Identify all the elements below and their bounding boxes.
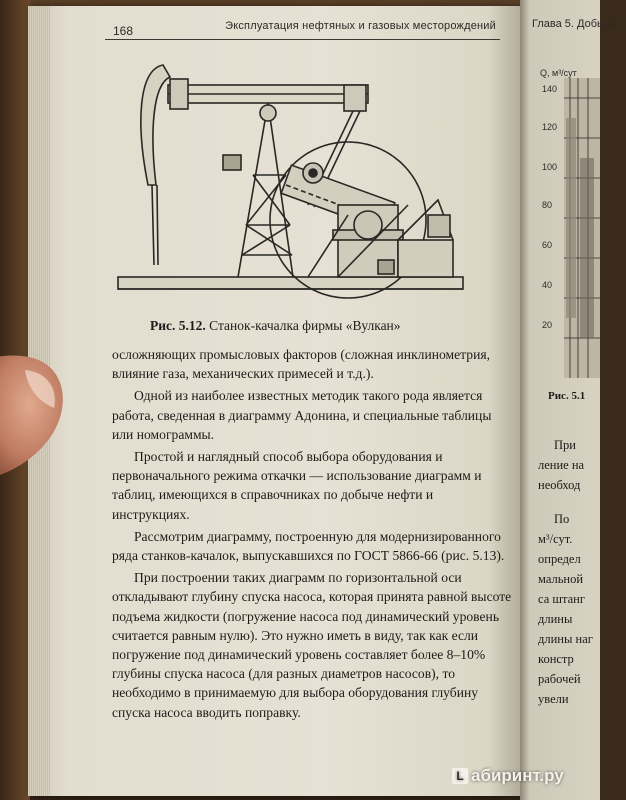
pumpjack-illustration <box>108 55 478 305</box>
right-y-axis-label: Q, м³/сут <box>540 68 577 78</box>
page-number: 168 <box>113 24 134 38</box>
right-tick: 40 <box>542 280 553 290</box>
right-text-line: При <box>554 438 576 452</box>
body-text <box>112 345 512 722</box>
right-tick: 20 <box>542 320 553 330</box>
running-head: Эксплуатация нефтяных и газовых месторождений <box>225 20 496 32</box>
paragraph: Простой и наглядный способ выбора оборудования и первоначального режима откачки — использование диаграмм и таблиц, имеющихся в справочниках по добыче нефти и инструкциях. <box>112 449 482 522</box>
book-page-right <box>520 0 626 800</box>
right-running-head: Глава 5. Добыча н <box>532 18 626 30</box>
right-text-line: По <box>554 512 570 526</box>
thumb <box>0 350 80 480</box>
right-text-line: увели <box>538 692 569 706</box>
right-tick: 80 <box>542 200 553 210</box>
right-text-line: мальной <box>538 572 584 586</box>
right-text-line: са штанг <box>538 592 585 606</box>
right-caption: Рис. 5.1 <box>548 390 586 402</box>
paragraph: При построении таких диаграмм по горизонтальной оси откладывают глубину спуска насоса, которая принята равной высоте подъема жидкости (погружение насоса под динамический уровень считается равным нулю). Это нужно иметь в виду, так как если погружение под динамический уровень составляет более 8–10% глубины спуска насоса (для разных диаметров насосов), то необходимо в принимаемую для выбора оборудования глубину спуска насоса вводить поправку. <box>112 570 512 720</box>
paragraph: Рассмотрим диаграмму, построенную для модернизированного ряда станков-качалок, выпускавшихся по ГОСТ 5866-66 (рис. 5.13). <box>112 528 505 564</box>
right-tick: 140 <box>542 84 558 94</box>
right-text-line: определ <box>538 552 581 566</box>
right-text-line: длины наг <box>538 632 593 646</box>
figure-caption-text: Станок-качалка фирмы «Вулкан» <box>209 318 401 333</box>
header-rule <box>105 39 500 41</box>
right-chart-fragment <box>564 78 600 378</box>
right-tick: 60 <box>542 240 553 250</box>
paragraph: Одной из наиболее известных методик такого рода является работа, сведенная в диаграмму Адонина, и специальные таблицы или номограммы. <box>112 388 492 442</box>
figure-caption-label: Рис. 5.12. <box>150 318 206 333</box>
right-tick: 120 <box>542 122 558 132</box>
figure-caption <box>150 318 401 334</box>
page-header <box>105 18 500 40</box>
right-tick: 100 <box>542 162 558 172</box>
right-text-line: м³/сут. <box>538 532 573 546</box>
right-text-line: длины <box>538 612 573 626</box>
paragraph: осложняющих промысловых факторов (сложная инклинометрия, влияние газа, механических примесей и т.д.). <box>112 347 491 382</box>
right-text-line: констр <box>538 652 574 666</box>
right-text-line: рабочей <box>538 672 581 686</box>
watermark-text: абиринт.ру <box>471 766 564 785</box>
right-text-line: ление на <box>538 458 585 472</box>
site-watermark <box>452 766 564 786</box>
labirint-logo-icon: L <box>452 768 468 784</box>
right-text-line: необход <box>538 478 581 492</box>
